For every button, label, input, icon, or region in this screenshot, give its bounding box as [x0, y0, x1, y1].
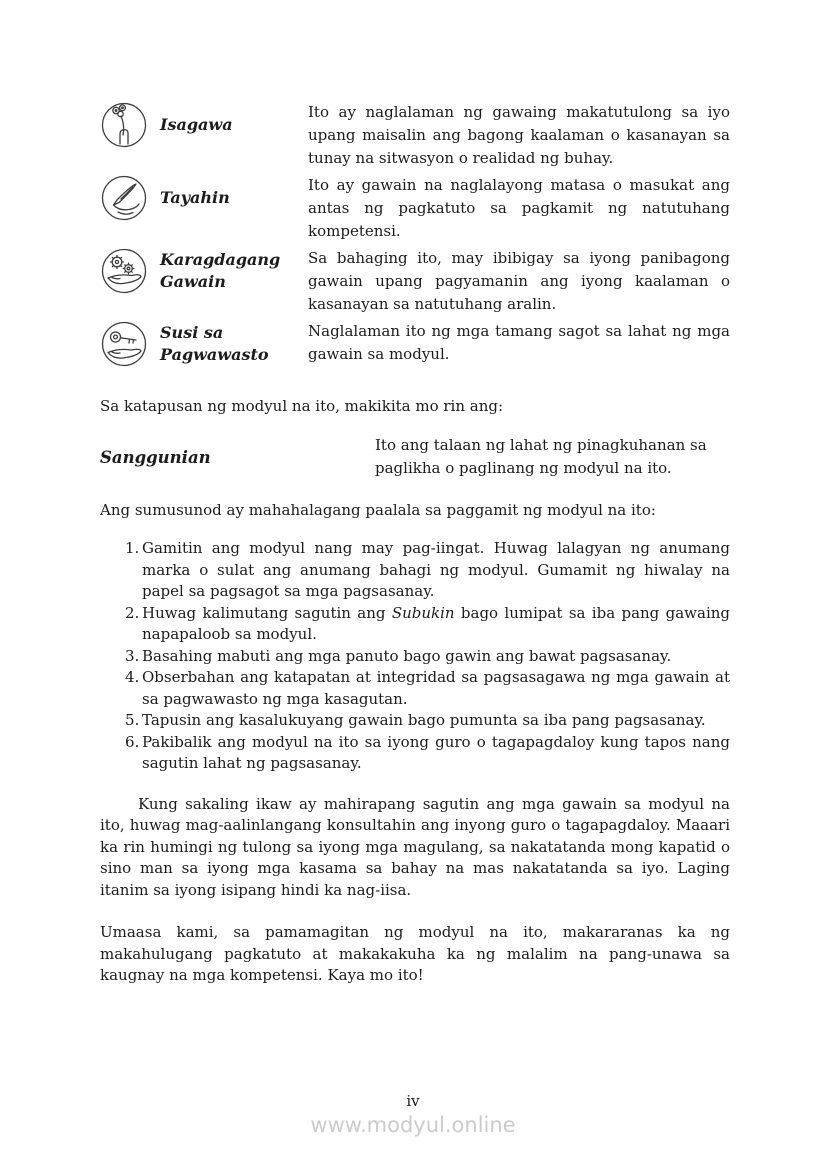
icon-desc-tayahin: Ito ay gawain na naglalayong matasa o masukat ang antas ng pagkatuto sa pagkamit ng natutuhang kompetensi. [308, 176, 730, 240]
closing-paragraph-1: Kung sakaling ikaw ay mahirapang sagutin ang mga gawain sa modyul na ito, huwag mag-aalinlangang konsultahin ang inyong guro o tagapagdaloy. Maaari ka rin humingi ng tulong sa iyong mga magulang, sa nakatatanda mong kapatid o sino man sa iyong mga kasama sa bahay na mas nakatatanda sa iyo. Laging itanim sa iyong isipang hindi ka nag-iisa. [100, 794, 730, 899]
list-text-5: Tapusin ang kasalukuyang gawain bago pumunta sa iba pang pagsasanay. [142, 711, 706, 729]
list-number-4: 4. [125, 668, 140, 686]
icon-desc-karagdagang-gawain: Sa bahaging ito, may ibibigay sa iyong panibagong gawain upang pagyamanin ang iyong kaalaman o kasanayan sa natutuhang aralin. [308, 249, 730, 313]
list-item-1 [125, 538, 730, 603]
page-content [100, 101, 730, 987]
icon-row-tayahin [100, 174, 730, 243]
icon-label-isagawa: Isagawa [160, 115, 233, 134]
reminders-line: Ang sumusunod ay mahahalagang paalala sa paggamit ng modyul na ito: [100, 501, 656, 519]
list-item-4 [125, 667, 730, 710]
list-item-3 [125, 646, 730, 668]
icon-desc-isagawa: Ito ay naglalaman ng gawaing makatutulong sa iyo upang maisalin ang bagong kaalaman o kasanayan sa tunay na sitwasyon o realidad ng buhay. [308, 103, 730, 167]
icon-desc-susi-sa-pagwawasto: Naglalaman ito ng mga tamang sagot sa lahat ng mga gawain sa modyul. [308, 322, 730, 363]
gears-hand-icon [100, 247, 160, 295]
list-number-6: 6. [125, 732, 140, 751]
list-text-2-italic-word: Subukin [391, 603, 455, 622]
list-text-1: Gamitin ang modyul nang may pag-iingat. Huwag lalagyan ng anumang marka o sulat ang anumang bahagi ng modyul. Gumamit ng hiwalay na papel sa pagsagot sa mga pagsasanay. [142, 539, 730, 600]
hand-flower-icon [100, 101, 160, 149]
list-number-2: 2. [125, 603, 140, 622]
list-number-1: 1. [125, 539, 140, 557]
writing-hand-icon [100, 174, 160, 222]
list-item-6 [125, 732, 730, 775]
page-number: iv [406, 1092, 420, 1110]
list-text-6: Pakibalik ang modyul na ito sa iyong guro o tagapagdaloy kung tapos nang sagutin lahat ng pagsasanay. [142, 732, 730, 772]
list-text-2-suffix: bago lumipat sa iba pang gawaing napapaloob sa modyul. [142, 603, 731, 643]
list-text-4: Obserbahan ang katapatan at integridad sa pagsasagawa ng mga gawain at sa pagwawasto ng mga kasagutan. [142, 668, 730, 708]
watermark: www.modyul.online [310, 1113, 516, 1137]
list-item-5 [125, 710, 730, 732]
icon-row-susi-sa-pagwawasto [100, 320, 730, 368]
icon-label-tayahin: Tayahin [160, 188, 230, 207]
icon-row-karagdagang-gawain [100, 247, 730, 316]
list-item-2 [125, 603, 730, 646]
sanggunian-label: Sanggunian [100, 447, 211, 467]
icon-label-karagdagang-gawain: Karagdagang Gawain [160, 250, 281, 291]
list-text-2-prefix: Huwag kalimutang sagutin ang [142, 603, 392, 622]
list-text-3: Basahing mabuti ang mga panuto bago gawin ang bawat pagsasanay. [142, 646, 672, 665]
list-text-2 [142, 603, 730, 646]
reminders-list [125, 538, 730, 775]
intro-line: Sa katapusan ng modyul na ito, makikita mo rin ang: [100, 397, 504, 415]
list-number-3: 3. [125, 646, 140, 665]
sanggunian-row [100, 434, 730, 480]
closing-paragraph-2: Umaasa kami, sa pamamagitan ng modyul na ito, makararanas ka ng makahulugang pagkatuto at makakakuha ka ng malalim na pang-unawa sa kaugnay na mga kompetensi. Kaya mo ito! [100, 923, 730, 984]
sanggunian-description: Ito ang talaan ng lahat ng pinagkuhanan sa paglikha o paglinang ng modyul na ito. [375, 436, 707, 477]
list-number-5: 5. [125, 711, 140, 729]
icon-label-susi-sa-pagwawasto: Susi sa Pagwawasto [160, 323, 269, 364]
key-hand-icon [100, 320, 160, 368]
icon-row-isagawa [100, 101, 730, 170]
